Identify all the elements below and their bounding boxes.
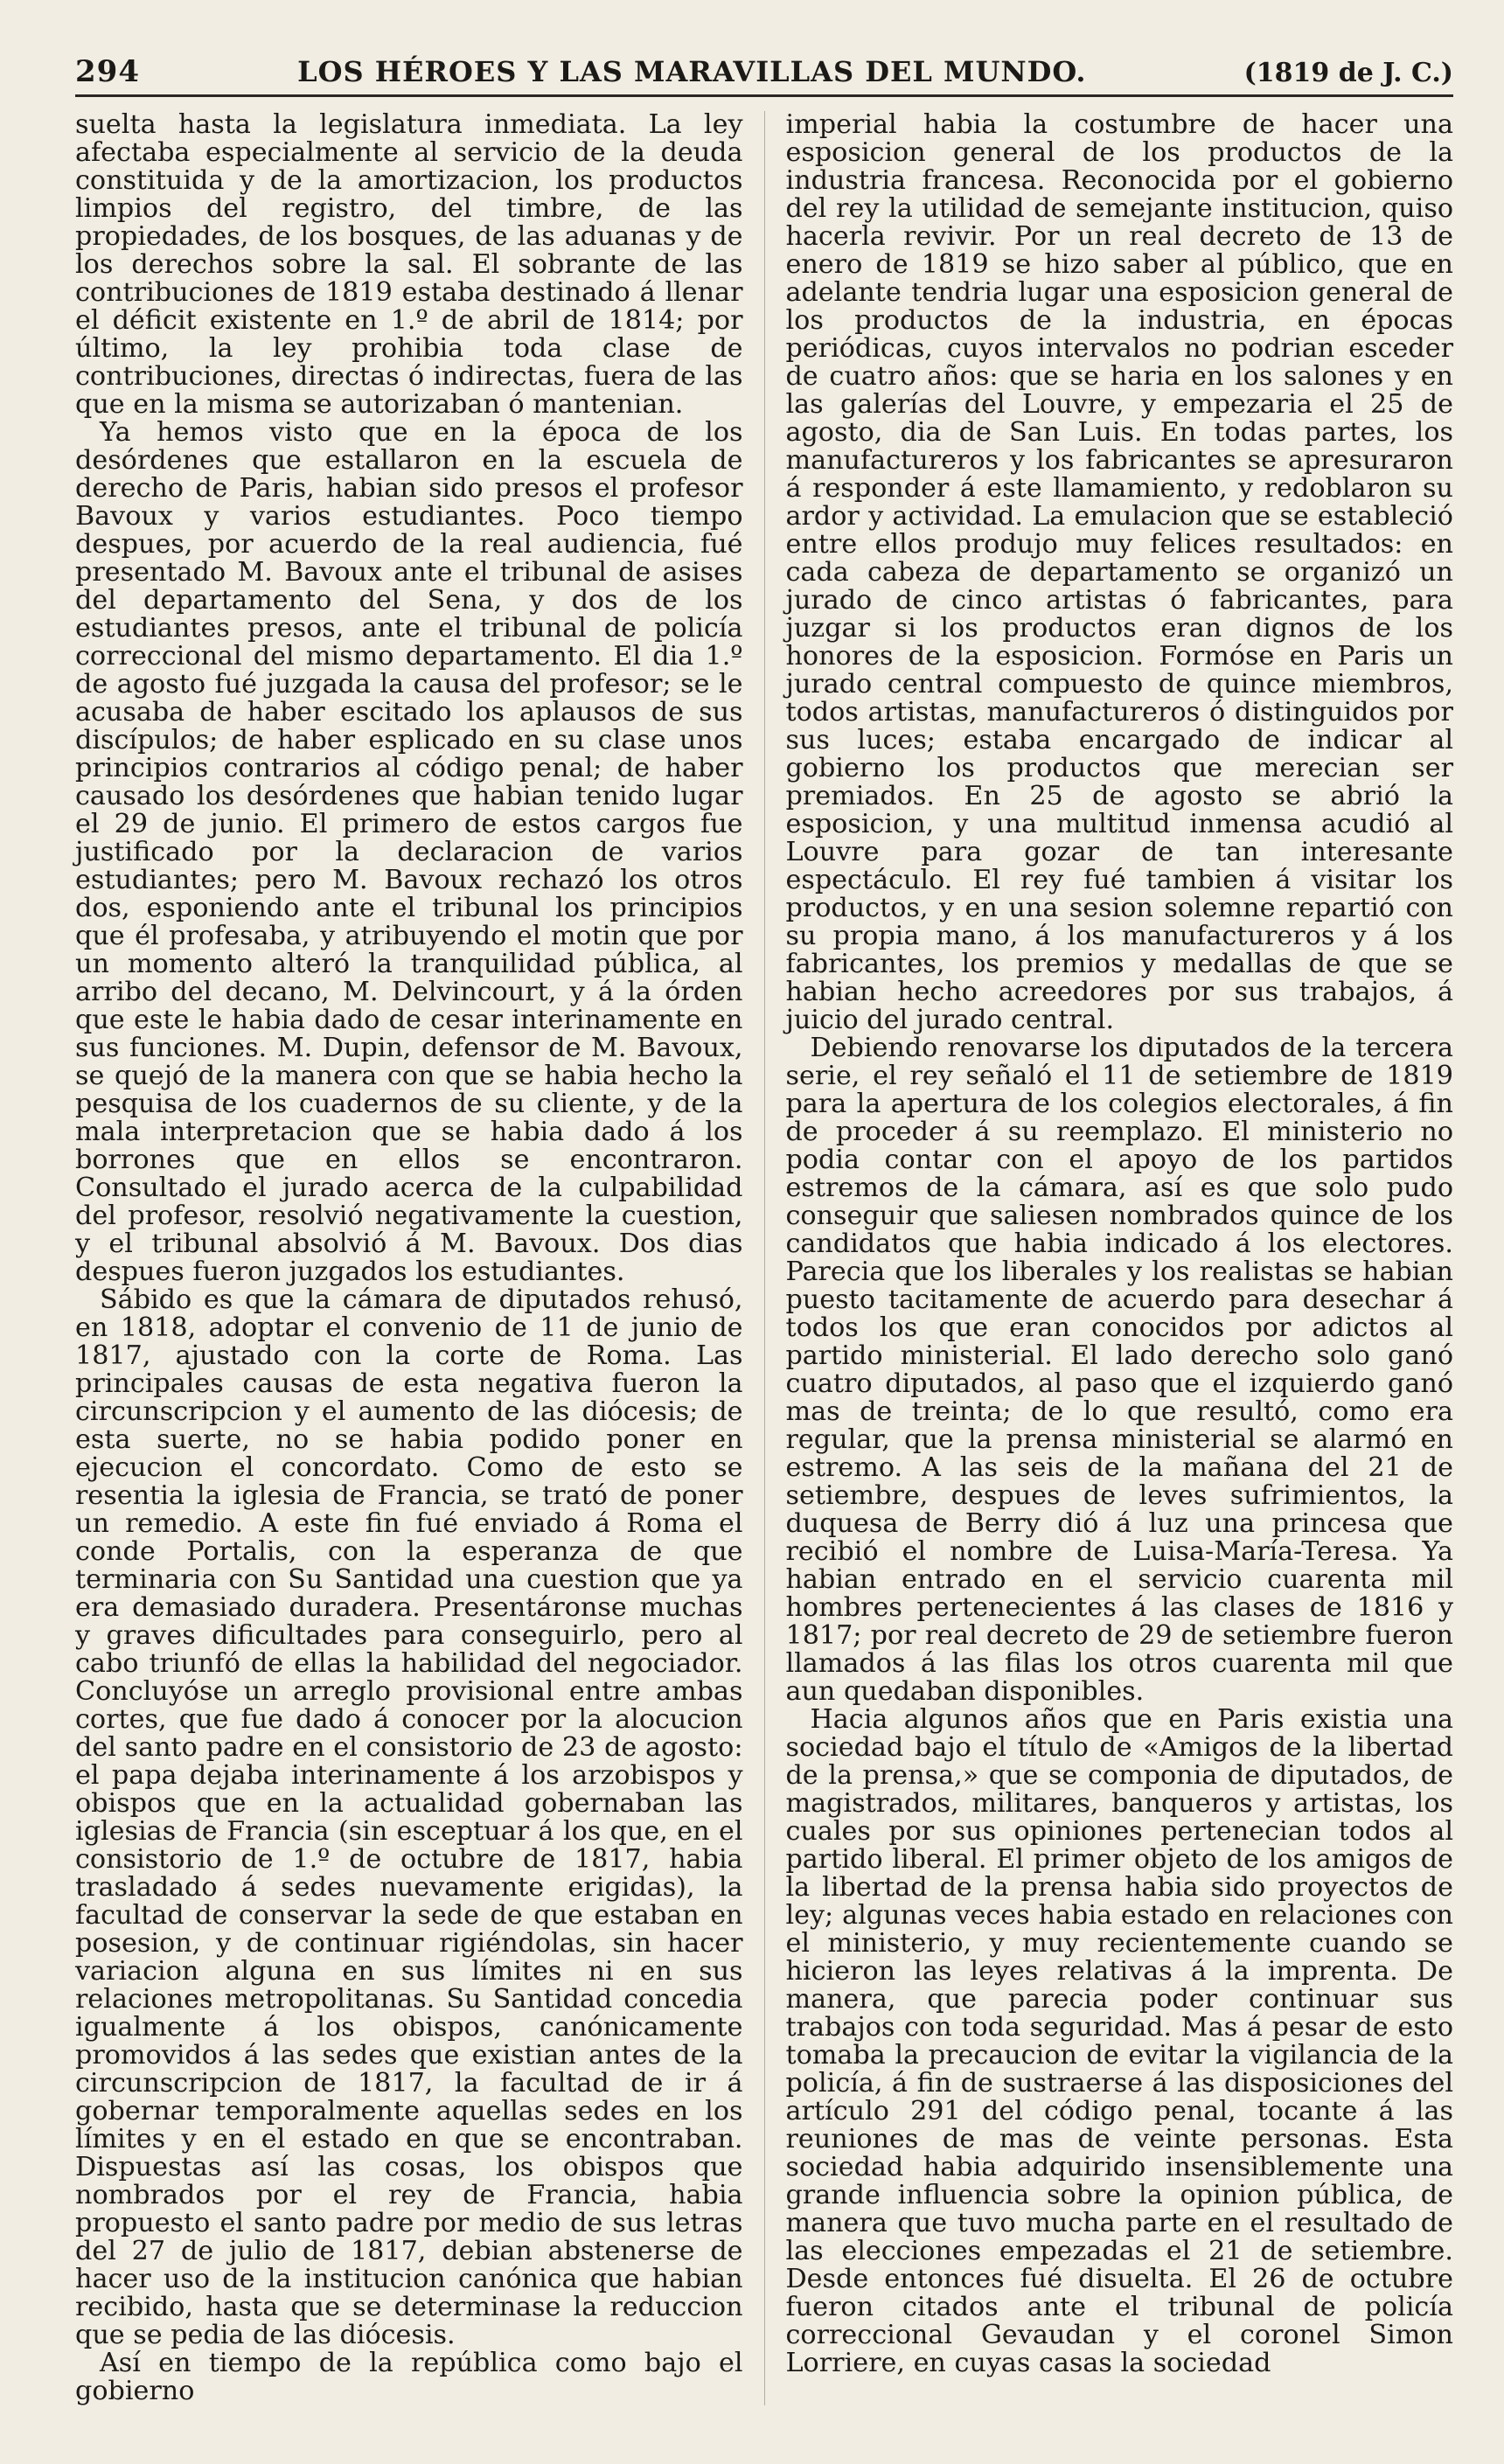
- paragraph: Sábido es que la cámara de diputados rehusó, en 1818, adoptar el convenio de 11 de junio de 1817, ajustado con la corte de Roma. Las principales causas de esta negativa fueron la circunscripcion y el aumento de las diócesis; de esta suerte, no se habia podido poner en ejecucion el concordato. Como de esto se resentia la iglesia de Francia, se trató de poner un remedio. A este fin fué enviado á Roma el conde Portalis, con la esperanza de que terminaria con Su Santidad una cuestion que ya era demasiado duradera. Presentáronse muchas y graves dificultades para conseguirlo, pero al cabo triunfó de ellas la habilidad del negociador. Concluyóse un arreglo provisional entre ambas cortes, que fue dado á conocer por la alocucion del santo padre en el consistorio de 23 de agosto: el papa dejaba interinamente á los arzobispos y obispos que en la actualidad gobernaban las iglesias de Francia (sin esceptuar á los que, en el consistorio de 1.º de octubre de 1817, habia trasladado á sedes nuevamente erigidas), la facultad de conservar la sede de que estaban en posesion, y de continuar rigiéndolas, sin hacer variacion alguna en sus límites ni en sus relaciones metropolitanas. Su Santidad concedia igualmente á los obispos, canónicamente promovidos á las sedes que existian antes de la circunscripcion de 1817, la facultad de ir á gobernar temporalmente aquellas sedes en los límites y en el estado en que se encontraban. Dispuestas así las cosas, los obispos que nombrados por el rey de Francia, habia propuesto el santo padre por medio de sus letras del 27 de julio de 1817, debian abstenerse de hacer uso de la institucion canónica que habian recibido, hasta que se determinase la reduccion que se pedia de las diócesis.: [75, 1284, 743, 2350]
- paragraph: Ya hemos visto que en la época de los desórdenes que estallaron en la escuela de derecho de Paris, habian sido presos el profesor Bavoux y varios estudiantes. Poco tiempo despues, por acuerdo de la real audiencia, fué presentado M. Bavoux ante el tribunal de asises del departamento del Sena, y dos de los estudiantes presos, ante el tribunal de policía correccional del mismo departamento. El dia 1.º de agosto fué juzgada la causa del profesor; se le acusaba de haber escitado los aplausos de sus discípulos; de haber esplicado en su clase unos principios contrarios al código penal; de haber causado los desórdenes que habian tenido lugar el 29 de junio. El primero de estos cargos fue justificado por la declaracion de varios estudiantes; pero M. Bavoux rechazó los otros dos, esponiendo ante el tribunal los principios que él profesaba, y atribuyendo el motin que por un momento alteró la tranquilidad pública, al arribo del decano, M. Delvincourt, y á la órden que este le habia dado de cesar interinamente en sus funciones. M. Dupin, defensor de M. Bavoux, se quejó de la manera con que se habia hecho la pesquisa de los cuadernos de su cliente, y de la mala interpretacion que se habia dado á los borrones que en ellos se encontraron. Consultado el jurado acerca de la culpabilidad del profesor, resolvió negativamente la cuestion, y el tribunal absolvió á M. Bavoux. Dos dias despues fueron juzgados los estudiantes.: [75, 417, 743, 1287]
- right-column: [785, 111, 1453, 2405]
- paragraph: Así en tiempo de la república como bajo el gobierno: [75, 2348, 743, 2406]
- running-title: LOS HÉROES Y LAS MARAVILLAS DEL MUNDO.: [297, 55, 1087, 88]
- left-column: [75, 111, 743, 2405]
- column-divider: [764, 111, 765, 2405]
- page-number: 294: [75, 54, 140, 89]
- paragraph: suelta hasta la legislatura inmediata. La ley afectaba especialmente al servicio de la deuda constituida y de la amortizacion, los productos limpios del registro, del timbre, de las propiedades, de los bosques, de las aduanas y de los derechos sobre la sal. El sobrante de las contribuciones de 1819 estaba destinado á llenar el déficit existente en 1.º de abril de 1814; por último, la ley prohibia toda clase de contribuciones, directas ó indirectas, fuera de las que en la misma se autorizaban ó mantenian.: [75, 109, 743, 420]
- era-label: (1819 de J. C.): [1243, 58, 1453, 88]
- text-columns: [75, 111, 1453, 2405]
- paragraph: Debiendo renovarse los diputados de la tercera serie, el rey señaló el 11 de setiembre de 1819 para la apertura de los colegios electorales, á fin de proceder á su reemplazo. El ministerio no podia contar con el apoyo de los partidos estremos de la cámara, así es que solo pudo conseguir que saliesen nombrados quince de los candidatos que habia indicado á los electores. Parecia que los liberales y los realistas se habian puesto tacitamente de acuerdo para desechar á todos los que eran conocidos por adictos al partido ministerial. El lado derecho solo ganó cuatro diputados, al paso que el izquierdo ganó mas de treinta; de lo que resultó, como era regular, que la prensa ministerial se alarmó en estremo. A las seis de la mañana del 21 de setiembre, despues de leves sufrimientos, la duquesa de Berry dió á luz una princesa que recibió el nombre de Luisa-María-Teresa. Ya habian entrado en el servicio cuarenta mil hombres pertenecientes á las clases de 1816 y 1817; por real decreto de 29 de setiembre fueron llamados á las filas los otros cuarenta mil que aun quedaban disponibles.: [785, 1033, 1453, 1707]
- paragraph: imperial habia la costumbre de hacer una esposicion general de los productos de la industria francesa. Reconocida por el gobierno del rey la utilidad de semejante institucion, quiso hacerla revivir. Por un real decreto de 13 de enero de 1819 se hizo saber al público, que en adelante tendria lugar una esposicion general de los productos de la industria, en épocas periódicas, cuyos intervalos no podrian esceder de cuatro años: que se haria en los salones y en las galerías del Louvre, y empezaria el 25 de agosto, dia de San Luis. En todas partes, los manufactureros y los fabricantes se apresuraron á responder á este llamamiento, y redoblaron su ardor y actividad. La emulacion que se estableció entre ellos produjo muy felices resultados: en cada cabeza de departamento se organizó un jurado de cinco artistas ó fabricantes, para juzgar si los productos eran dignos de los honores de la esposicion. Formóse en Paris un jurado central compuesto de quince miembros, todos artistas, manufactureros ó distinguidos por sus luces; estaba encargado de indicar al gobierno los productos que merecian ser premiados. En 25 de agosto se abrió la esposicion, y una multitud inmensa acudió al Louvre para gozar de tan interesante espectáculo. El rey fué tambien á visitar los productos, y en una sesion solemne repartió con su propia mano, á los manufactureros y á los fabricantes, los premios y medallas de que se habian hecho acreedores por sus trabajos, á juicio del jurado central.: [785, 109, 1453, 1035]
- running-header: [75, 54, 1453, 97]
- paragraph: Hacia algunos años que en Paris existia una sociedad bajo el título de «Amigos de la libertad de la prensa,» que se componia de diputados, de magistrados, militares, banqueros y artistas, los cuales por sus opiniones pertenecian todos al partido liberal. El primer objeto de los amigos de la libertad de la prensa habia sido proyectos de ley; algunas veces habia estado en relaciones con el ministerio, y muy recientemente cuando se hicieron las leyes relativas á la imprenta. De manera, que parecia poder continuar sus trabajos con toda seguridad. Mas á pesar de esto tomaba la precaucion de evitar la vigilancia de la policía, á fin de sustraerse á las disposiciones del artículo 291 del código penal, tocante á las reuniones de mas de veinte personas. Esta sociedad habia adquirido insensiblemente una grande influencia sobre la opinion pública, de manera que tuvo mucha parte en el resultado de las elecciones empezadas el 21 de setiembre. Desde entonces fué disuelta. El 26 de octubre fueron citados ante el tribunal de policía correccional Gevaudan y el coronel Simon Lorriere, en cuyas casas la sociedad: [785, 1704, 1453, 2378]
